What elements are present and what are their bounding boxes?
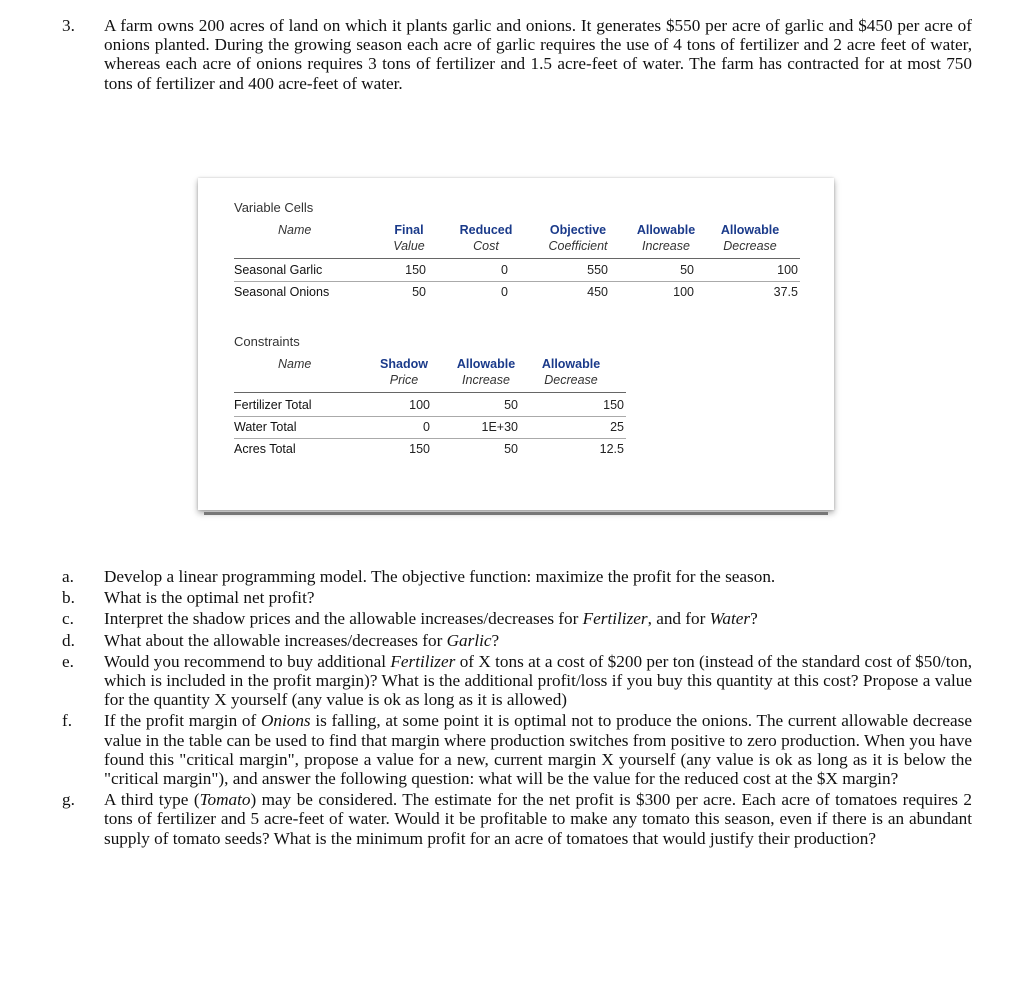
var-header-objective: Objective Coefficient	[548, 223, 608, 253]
problem-statement	[62, 16, 972, 93]
con-header-rule	[234, 392, 626, 393]
question-label: c.	[62, 609, 74, 629]
shadow-price-cell: 150	[409, 442, 430, 456]
question-c	[62, 609, 972, 628]
objective-coefficient-cell: 450	[587, 285, 608, 299]
allowable-decrease-cell: 12.5	[599, 442, 624, 456]
reduced-cost-cell: 0	[501, 263, 508, 277]
shadow-price-cell: 100	[409, 398, 430, 412]
question-g	[62, 790, 972, 848]
question-text: If the profit margin of Onions is falling, at some point it is optimal not to produce the onions. The current allowable decrease value in the table can be used to find that margin where production switches from positive to zero production. When you have found this "critical margin", propose a value for a new, current margin X yourself (any value is ok as long as it is below the "critical margin"), and answer the following question: what will be the value for the reduced cost at the $X margin?	[104, 711, 972, 789]
question-e	[62, 652, 972, 710]
allowable-increase-cell: 50	[680, 263, 694, 277]
allowable-increase-cell: 50	[504, 398, 518, 412]
constraint-name-cell: Fertilizer Total	[234, 398, 312, 412]
final-value-cell: 150	[405, 263, 426, 277]
allowable-increase-cell: 1E+30	[481, 420, 518, 434]
question-label: d.	[62, 630, 75, 650]
question-label: g.	[62, 790, 75, 810]
allowable-decrease-cell: 100	[777, 263, 798, 277]
variable-cells-title: Variable Cells	[234, 200, 314, 215]
problem-text: A farm owns 200 acres of land on which it plants garlic and onions. It generates $550 per acre of garlic and $450 per acre of onions planted. During the growing season each acre of garlic requires the use of 4 tons of fertilizer and 2 acre feet of water, whereas each acre of onions requires 3 tons of fertilizer and 1.5 acre-feet of water. The farm has contracted for at most 750 tons of fertilizer and 400 acre-feet of water.	[104, 16, 972, 93]
con-header-shadow: Shadow Price	[380, 357, 428, 387]
allowable-increase-cell: 50	[504, 442, 518, 456]
var-name-cell: Seasonal Onions	[234, 285, 330, 299]
question-text: Develop a linear programming model. The objective function: maximize the profit for the season.	[104, 567, 776, 586]
shadow-price-cell: 0	[423, 420, 430, 434]
con-header-name: Name	[278, 357, 312, 371]
constraints-title: Constraints	[234, 334, 300, 349]
question-label: b.	[62, 588, 75, 608]
allowable-decrease-cell: 37.5	[773, 285, 798, 299]
constraint-name-cell: Acres Total	[234, 442, 296, 456]
var-header-decrease: Allowable Decrease	[720, 223, 780, 253]
allowable-decrease-cell: 25	[610, 420, 624, 434]
question-label: e.	[62, 651, 74, 671]
row-divider	[234, 416, 626, 417]
question-label: f.	[62, 711, 73, 731]
question-text: What about the allowable increases/decreases for Garlic?	[104, 630, 500, 650]
question-text: Interpret the shadow prices and the allowable increases/decreases for Fertilizer, and for Water?	[104, 609, 758, 629]
sensitivity-report-screenshot	[198, 178, 834, 510]
question-a	[62, 567, 972, 586]
question-label: a.	[62, 567, 74, 586]
constraint-name-cell: Water Total	[234, 420, 297, 434]
var-header-name: Name	[278, 223, 312, 237]
objective-coefficient-cell: 550	[587, 263, 608, 277]
row-divider	[234, 438, 626, 439]
con-header-decrease: Allowable Decrease	[541, 357, 601, 387]
con-header-increase: Allowable Increase	[456, 357, 516, 387]
var-header-increase: Allowable Increase	[636, 223, 696, 253]
reduced-cost-cell: 0	[501, 285, 508, 299]
question-f	[62, 711, 972, 788]
question-d	[62, 631, 972, 650]
question-b	[62, 588, 972, 607]
allowable-increase-cell: 100	[673, 285, 694, 299]
problem-number: 3.	[62, 16, 75, 35]
question-text: A third type (Tomato) may be considered. The estimate for the net profit is $300 per acre. Each acre of tomatoes requires 2 tons of fertilizer and 5 acre-feet of water. Would it be profitable to make any tomato this season, even if there is an abundant supply of tomato seeds? What is the minimum profit for an acre of tomatoes that would justify their production?	[104, 790, 972, 848]
report-shadow-rule	[204, 512, 828, 515]
question-list	[62, 567, 972, 850]
row-divider	[234, 281, 800, 282]
var-header-rule	[234, 258, 800, 259]
allowable-decrease-cell: 150	[603, 398, 624, 412]
var-header-reduced: Reduced Cost	[459, 223, 513, 253]
final-value-cell: 50	[412, 285, 426, 299]
var-header-final: Final Value	[393, 223, 425, 253]
question-text: What is the optimal net profit?	[104, 588, 315, 608]
var-name-cell: Seasonal Garlic	[234, 263, 323, 277]
question-text: Would you recommend to buy additional Fertilizer of X tons at a cost of $200 per ton (instead of the standard cost of $50/ton, which is included in the profit margin)? What is the additional profit/loss if you buy this quantity at this cost? Propose a value for the quantity X yourself (any value is ok as long as it is allowed)	[104, 651, 972, 710]
